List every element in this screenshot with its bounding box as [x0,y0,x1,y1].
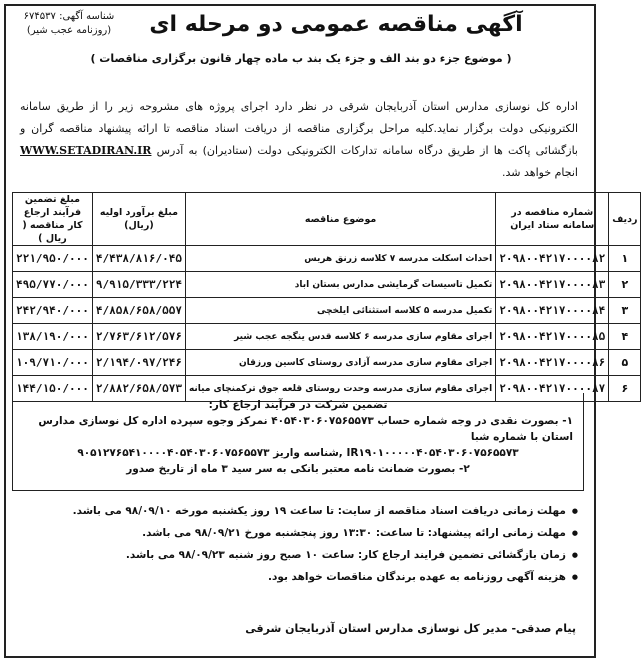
row-number: ۵ [609,350,641,376]
table-row [13,350,641,376]
note-opening-time: ● زمان بازگشائی تضمین فرایند ارجاع کار: ساعت ۱۰ صبح روز شنبه ۹۸/۰۹/۲۳ می باشد. [20,544,578,566]
estimate-amount: ۹/۹۱۵/۳۳۳/۲۲۴ [92,272,185,298]
tender-number: ۲۰۹۸۰۰۴۲۱۷۰۰۰۰۸۴ [496,298,609,324]
tender-subject: تکمیل تاسیسات گرمایشی مدارس بستان اباد [185,272,495,298]
tender-number: ۲۰۹۸۰۰۴۲۱۷۰۰۰۰۸۵ [496,324,609,350]
guarantee-cash-line: ۱- بصورت نقدی در وجه شماره حساب ۴۰۵۴۰۳۰۶۰۷۵۶۵۵۷۳ نمرکز وجوه سپرده اداره کل نوسازی مدارس استان با شماره شبا [38,415,573,443]
header-row-number: ردیف [609,193,641,246]
newspaper-name: (روزنامه عجب شیر) [26,25,112,36]
header-tender-number: شماره مناقصه در سامانه ستاد ایران [496,193,609,246]
guarantee-amount: ۱۴۴/۱۵۰/۰۰۰ [13,376,93,402]
tender-number: ۲۰۹۸۰۰۴۲۱۷۰۰۰۰۸۳ [496,272,609,298]
tender-subject: اجرای مقاوم سازی مدرسه وحدت روستای قلعه جوق ترکمنچای میانه [185,376,495,402]
intro-text-end: انجام خواهد شد. [502,166,578,179]
guarantee-amount: ۱۰۹/۷۱۰/۰۰۰ [13,350,93,376]
intro-paragraph [20,96,578,184]
tender-number: ۲۰۹۸۰۰۴۲۱۷۰۰۰۰۸۷ [496,376,609,402]
row-number: ۴ [609,324,641,350]
guarantee-amount: ۴۹۵/۷۷۰/۰۰۰ [13,272,93,298]
note-document-deadline: ● مهلت زمانی دریافت اسناد مناقصه از سایت: تا ساعت ۱۹ روز یکشنبه مورخه ۹۸/۰۹/۱۰ می باشد. [20,500,578,522]
table-header-row [13,193,641,246]
row-number: ۱ [609,246,641,272]
table-row [13,298,641,324]
estimate-amount: ۲/۱۹۴/۰۹۷/۲۴۶ [92,350,185,376]
notice-reference [14,10,124,38]
tender-number: ۲۰۹۸۰۰۴۲۱۷۰۰۰۰۸۲ [496,246,609,272]
guarantee-amount: ۲۴۲/۹۴۰/۰۰۰ [13,298,93,324]
tender-subject: اجرای مقاوم سازی مدرسه ۶ کلاسه قدس ینگجه عجب شیر [185,324,495,350]
note-ad-cost: ● هزینه آگهی روزنامه به عهده برندگان مناقصات خواهد بود. [20,566,578,588]
row-number: ۳ [609,298,641,324]
tender-subject: اجرای مقاوم سازی مدرسه آزادی روستای کاسین ورزقان [185,350,495,376]
table-row [13,272,641,298]
header-subject: موضوع مناقصه [185,193,495,246]
estimate-amount: ۴/۸۵۸/۶۵۸/۵۵۷ [92,298,185,324]
intro-text: اداره کل نوسازی مدارس استان آذربایجان شرقی در نظر دارد اجرای پروژه های مشروحه زیر را از طریق سامانه الکترونیکی دولت برگزار نماید.کلیه مراحل برگزاری مناقصه از دریافت اسناد مناقصه تا ارائه پیشنهاد مناقصه گران و بازگشائی پاکت ها از طریق درگاه سامانه تدارکات الکترونیکی دولت (ستادیران) به آدرس [20,100,578,157]
guarantee-section [12,393,584,491]
notice-subtitle: ( موضوع جزء دو بند الف و جزء یک بند ب ماده چهار قانون برگزاری مناقصات ) [90,52,512,65]
tenders-table [12,192,641,402]
notice-title: آگهی مناقصه عمومی دو مرحله ای [149,12,523,37]
table-row [13,246,641,272]
row-number: ۶ [609,376,641,402]
guarantee-bank-line: ۲- بصورت ضمانت نامه معتبر بانکی به سر سید ۳ ماه از تاریخ صدور [126,463,470,475]
table-row [13,324,641,350]
tender-number: ۲۰۹۸۰۰۴۲۱۷۰۰۰۰۸۶ [496,350,609,376]
estimate-amount: ۴/۴۳۸/۸۱۶/۰۴۵ [92,246,185,272]
header-guarantee: مبلغ تضمین فرآیند ارجاع کار مناقصه ( ریال ) [13,193,93,246]
setadiran-link[interactable]: WWW.SETADIRAN.IR [20,144,152,157]
guarantee-amount: ۱۳۸/۱۹۰/۰۰۰ [13,324,93,350]
estimate-amount: ۲/۸۸۲/۶۵۸/۵۷۳ [92,376,185,402]
note-bid-deadline: ● مهلت زمانی ارائه پیشنهاد: تا ساعت: ۱۳:۳۰ روز پنجشنبه مورخ ۹۸/۰۹/۲۱ می باشد. [20,522,578,544]
tender-subject: تکمیل مدرسه ۵ کلاسه استثنائی ایلخچی [185,298,495,324]
guarantee-title: تضمین شرکت در فرآیند ارجاع کار: [208,399,388,411]
row-number: ۲ [609,272,641,298]
signature-line: پیام صدقی- مدیر کل نوسازی مدارس استان آذربایجان شرقی [245,622,576,635]
deadline-notes [20,500,578,588]
notice-id: شناسه آگهی: ۶۷۴۵۳۷ [23,11,115,22]
tender-subject: احداث اسکلت مدرسه ۷ کلاسه زرنق هریس [185,246,495,272]
header-estimate: مبلغ برآورد اولیه (ریال) [92,193,185,246]
guarantee-amount: ۲۲۱/۹۵۰/۰۰۰ [13,246,93,272]
estimate-amount: ۲/۷۶۳/۶۱۲/۵۷۶ [92,324,185,350]
guarantee-sheba-line: IR۱۹۰۱۰۰۰۰۰۴۰۵۴۰۳۰۶۰۷۵۶۵۵۷۳ ,شناسه واریز ۹۰۵۱۲۷۶۵۴۱۰۰۰۰۴۰۵۴۰۳۰۶۰۷۵۶۵۵۷۳ [77,447,519,459]
